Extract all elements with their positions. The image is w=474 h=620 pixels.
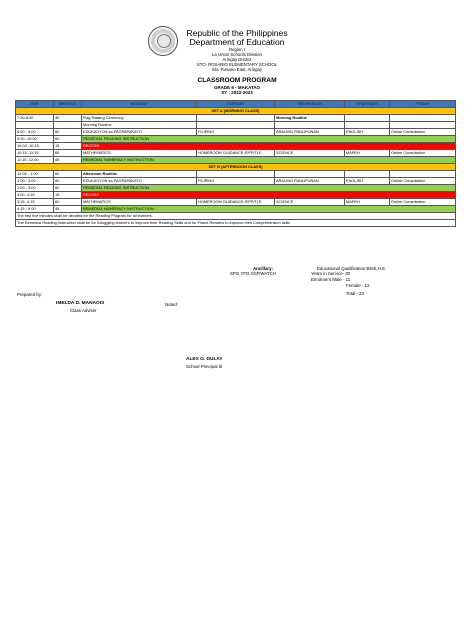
remedial-reading-cell: REMEDIAL READING INSTRUCTION — [82, 185, 456, 192]
years-in-service: Years in Service- 30 — [311, 271, 351, 276]
activity-cell: ARALING PANLIPUNAN — [275, 129, 345, 136]
activity-cell: SCIENCE — [275, 150, 345, 157]
activity-cell: ARALING PANLIPUNAN — [275, 178, 345, 185]
table-row — [16, 206, 456, 213]
table-row — [16, 115, 456, 122]
col-tuesday: TUESDAY — [197, 101, 275, 108]
remedial-numeracy-cell: REMEDIAL NUMERACY INSTRUCTION — [82, 206, 456, 213]
activity-cell: MAPEH — [345, 199, 390, 206]
principal-name: ALEX G. DULAY — [186, 357, 223, 362]
activity-cell: Afternoon Routine — [82, 171, 197, 178]
header-district: Aringay District — [222, 57, 252, 62]
col-friday: FRIDAY — [390, 101, 456, 108]
activity-cell: HOMEROOM GUIDANCE /EPP/TLE — [197, 150, 275, 157]
col-wednesday: WEDNESDAY — [275, 101, 345, 108]
table-row — [16, 192, 456, 199]
activity-cell: Online Consultation — [390, 129, 456, 136]
table-row — [16, 185, 456, 192]
activity-cell: Online Consultation — [390, 150, 456, 157]
minutes-cell: 60 — [54, 136, 82, 143]
table-row — [16, 171, 456, 178]
time-cell: 3:00 -3:15 — [16, 192, 54, 199]
minutes-cell: 45 — [54, 157, 82, 164]
table-row — [16, 122, 456, 129]
activity-cell: HOMEROOM GUIDANCE /EPP/TLE — [197, 199, 275, 206]
activity-cell: EDUKASYON sa PAGPAPAKATO — [82, 129, 197, 136]
ancillary-value: SPG,YFD,GSP,WATCH — [230, 271, 277, 276]
table-row — [16, 136, 456, 143]
adviser-role: Class Adviser — [70, 308, 97, 313]
educational-qualification: Educational Qualification:BSIE,H.E — [317, 266, 386, 271]
activity-cell: Online Consultation — [390, 178, 456, 185]
minutes-cell: 60 — [54, 150, 82, 157]
set-a-label: SET A (MORNING CLASS) — [16, 108, 456, 115]
prepared-by-label: Prepared by: — [17, 292, 43, 297]
header-school: STO. ROSARIO ELEMENTARY SCHOOL — [196, 62, 278, 67]
time-cell: 4:15 - 5:00 — [16, 206, 54, 213]
activity-cell: Flag Raising Ceremony — [82, 115, 197, 122]
time-cell: 9:00 -10:00 — [16, 136, 54, 143]
minutes-cell: 60 — [54, 129, 82, 136]
activity-cell: MAPEH — [345, 150, 390, 157]
note-remedial-reading: The Remedial Reading Instruction shall be for Struggling learners to improve their Reading Skills and for Fluent Readers to improve their Comprehension skills — [16, 220, 456, 227]
time-cell: 8:00 - 9:00 — [16, 129, 54, 136]
recess-cell: RECESS — [82, 192, 456, 199]
time-cell: 1:00 - 2:00 — [16, 178, 54, 185]
time-cell: 3:15 -4:15 — [16, 199, 54, 206]
grade-section: GRADE 6 - MAKATAO — [213, 85, 261, 90]
col-time: TIME — [16, 101, 54, 108]
ancillary-label: Ancillary: — [253, 266, 274, 271]
minutes-cell: 15 — [54, 192, 82, 199]
time-cell: 12:00 - 1:00 — [16, 171, 54, 178]
table-row — [16, 129, 456, 136]
activity-cell: Morning Routine — [82, 122, 197, 129]
page-title: CLASSROOM PROGRAM — [197, 77, 277, 84]
remedial-reading-cell: REMEDIAL READING INSTRUCTION — [82, 136, 456, 143]
activity-cell: MATHEMATICS — [82, 150, 197, 157]
time-cell: 10:00 -10:15 — [16, 143, 54, 150]
enrolment-total: Total - 23 — [346, 291, 365, 296]
recess-cell: RECESS — [82, 143, 456, 150]
school-year: SY : 2022-2023 — [221, 90, 253, 95]
minutes-cell: 60 — [54, 178, 82, 185]
minutes-cell: 30 — [54, 115, 82, 122]
activity-cell: FILIPINO — [197, 129, 275, 136]
activity-cell: SCIENCE — [275, 199, 345, 206]
adviser-name: IMELDA D. MANAOIS — [56, 301, 105, 306]
enrolment-male: Enrolment Male - 11 — [311, 277, 351, 282]
minutes-cell: 15 — [54, 143, 82, 150]
header-region: Region I — [228, 47, 245, 52]
header-division: La Union Schools Division — [212, 52, 262, 57]
header-department: Department of Education — [189, 37, 285, 47]
minutes-cell: 60 — [54, 185, 82, 192]
activity-cell: ENGLISH — [345, 178, 390, 185]
activity-cell: Morning Routine — [275, 115, 345, 122]
table-row — [16, 157, 456, 164]
activity-cell: MATHEMATICS — [82, 199, 197, 206]
time-cell: 11:15 -12:00 — [16, 157, 54, 164]
table-row — [16, 143, 456, 150]
table-row — [16, 178, 456, 185]
table-row — [16, 199, 456, 206]
time-cell: 7:30-8:00 — [16, 115, 54, 122]
activity-cell: ENGLISH — [345, 129, 390, 136]
table-header-row — [16, 101, 456, 108]
set-b-label: SET B (AFTERNOON CLASS) — [16, 164, 456, 171]
time-cell: 10:15 -11:15 — [16, 150, 54, 157]
minutes-cell: 60 — [54, 171, 82, 178]
col-thursday: THURSDAY — [345, 101, 390, 108]
note-reading-program: The first five minutes shall be devoted for the Reading Program for all learners. — [16, 213, 456, 220]
activity-cell: EDUKASYON sa PAGPAPAKATO — [82, 178, 197, 185]
header-address: Sto. Rosario East, Aringay — [211, 67, 263, 72]
activity-cell: FILIPINO — [197, 178, 275, 185]
principal-role: School Principal III — [186, 364, 223, 369]
activity-cell: Online Consultation — [390, 199, 456, 206]
time-cell: 2:00 - 3:00 — [16, 185, 54, 192]
minutes-cell: 60 — [54, 199, 82, 206]
remedial-numeracy-cell: REMEDIAL NUMERACY INSTRUCTION — [82, 157, 456, 164]
table-row — [16, 150, 456, 157]
col-monday: MONDAY — [82, 101, 197, 108]
enrolment-female: Female - 12 — [346, 283, 370, 288]
col-minutes: MINUTES — [54, 101, 82, 108]
header-republic: Republic of the Philippines — [186, 28, 288, 38]
noted-label: Noted: — [165, 302, 178, 307]
minutes-cell: 45 — [54, 206, 82, 213]
schedule-table — [15, 100, 456, 227]
